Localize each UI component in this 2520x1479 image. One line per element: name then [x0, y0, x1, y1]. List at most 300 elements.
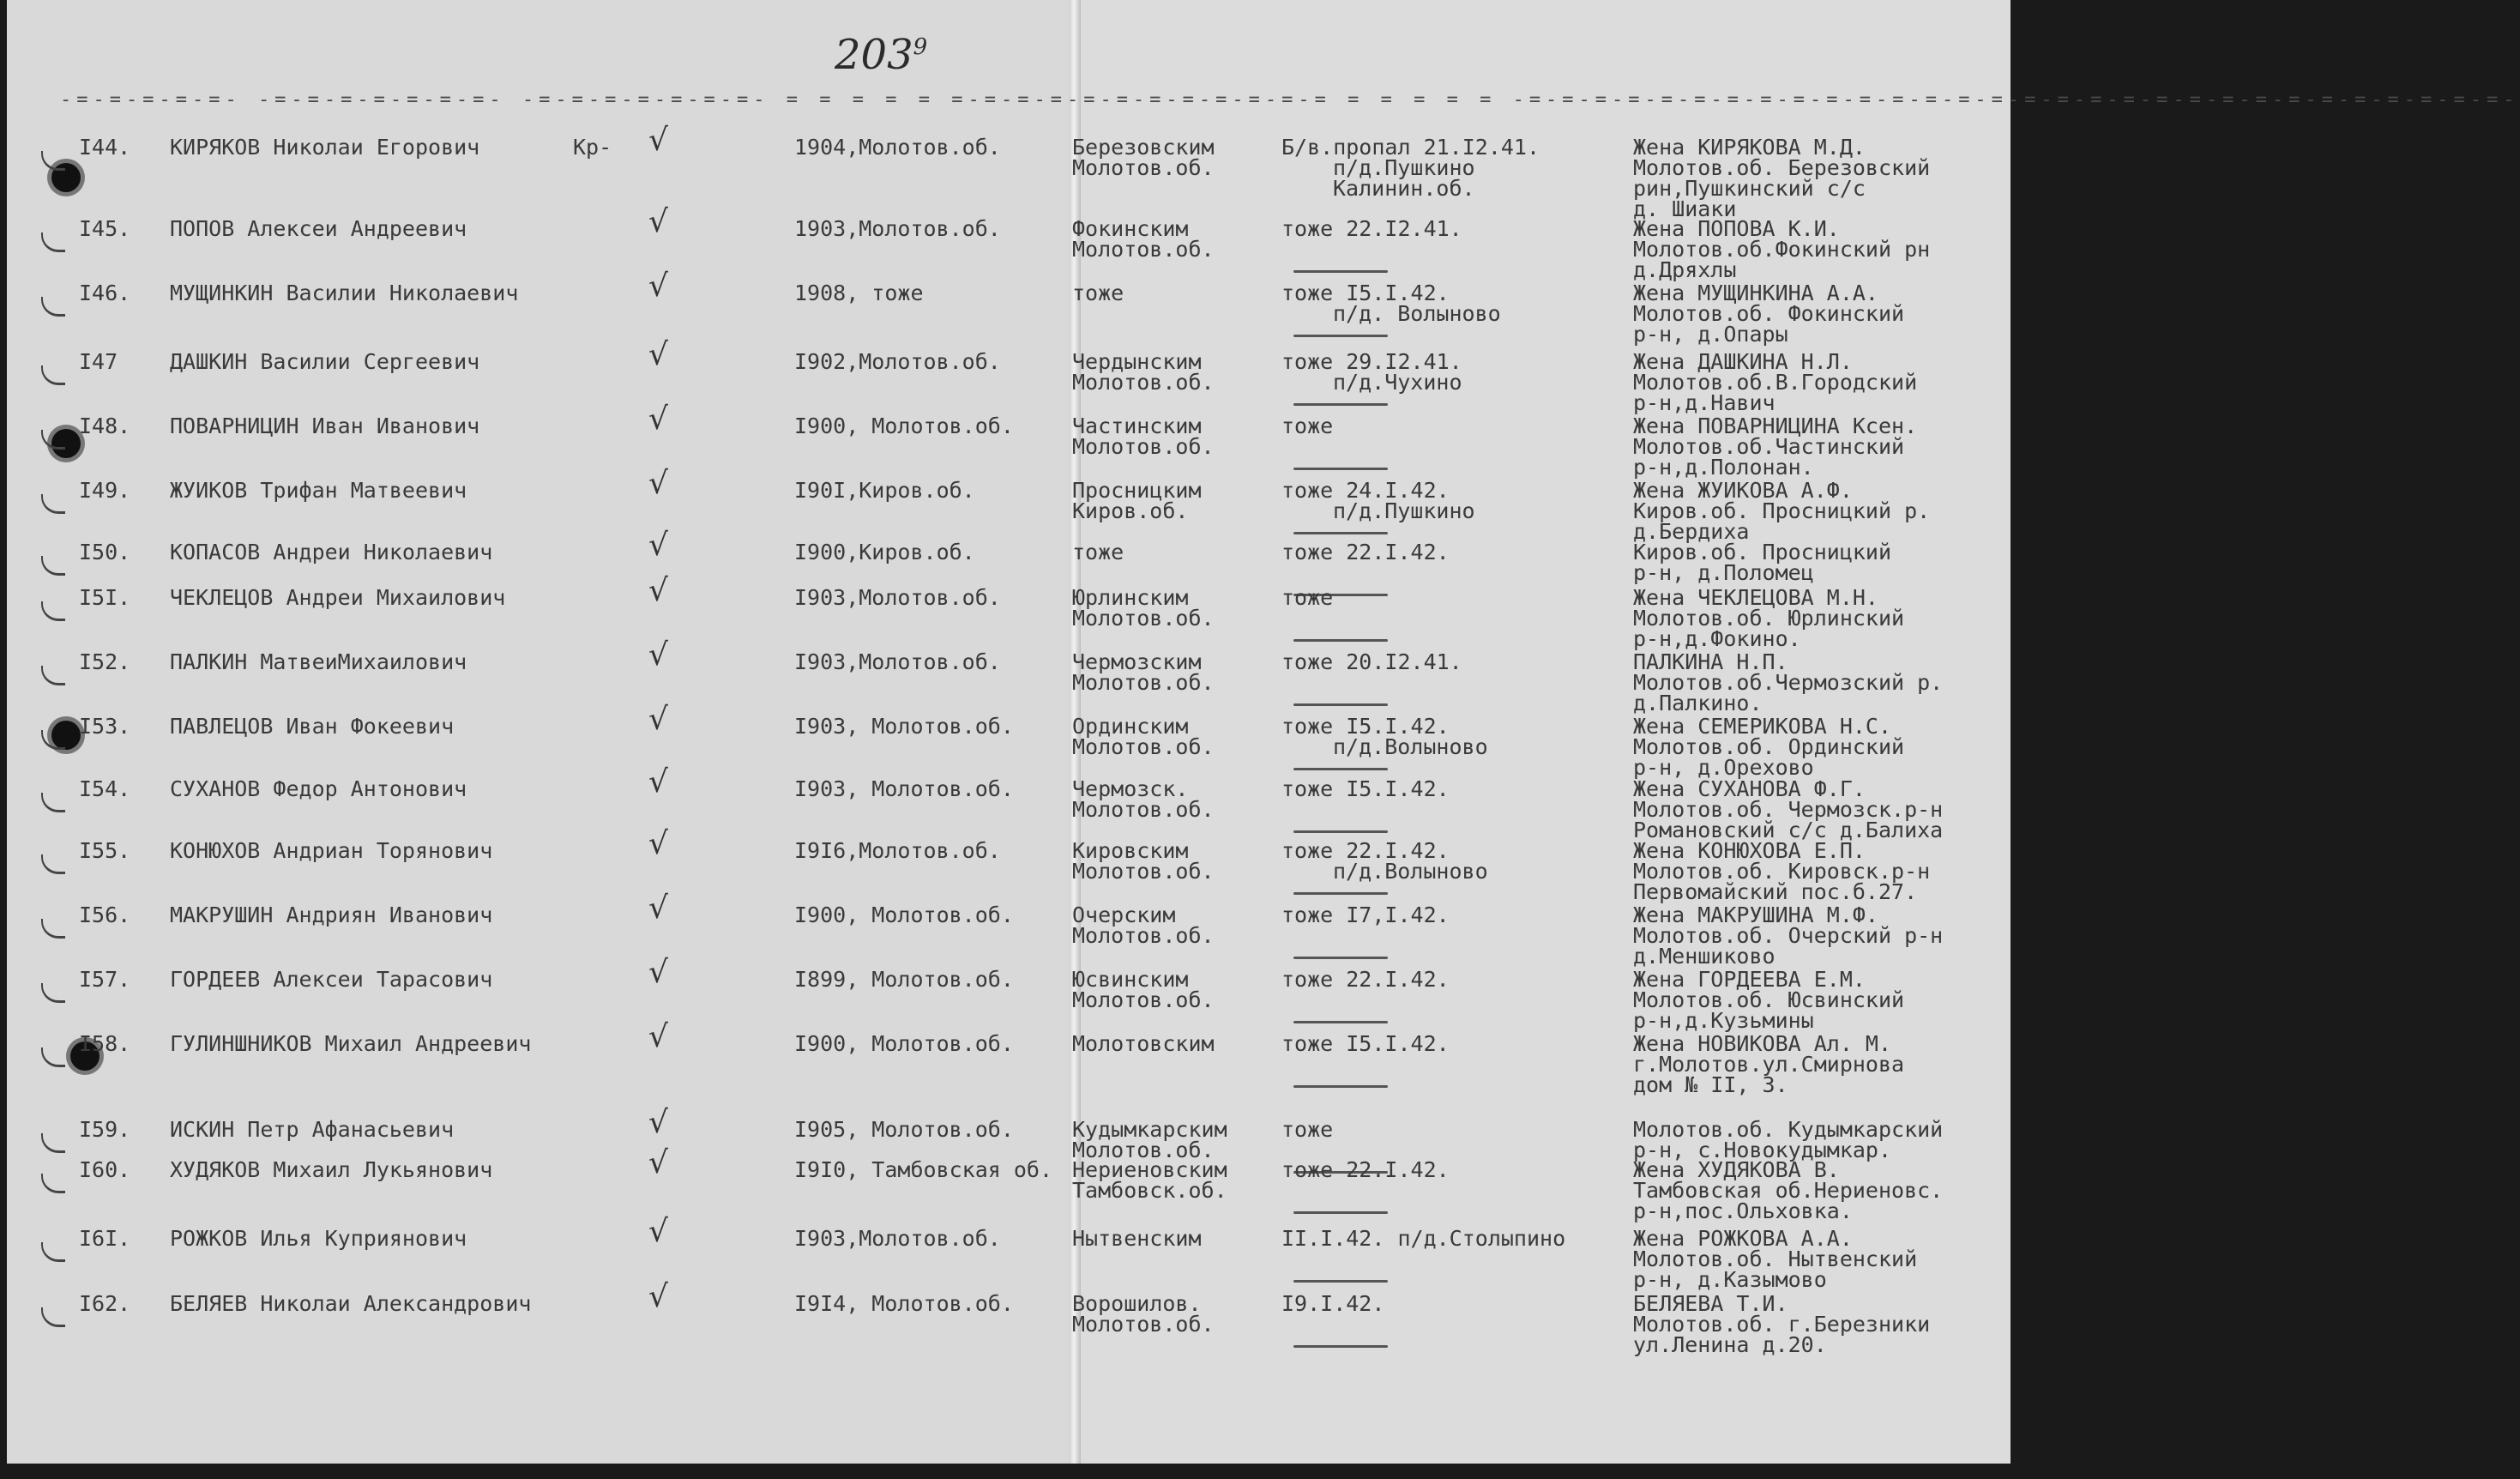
pen-underline: [1293, 1280, 1388, 1283]
pen-underline: [1293, 830, 1388, 833]
draft-office-line: Юсвинским: [1072, 967, 1189, 992]
birth-year-place: [794, 585, 1077, 610]
person-name: [170, 1291, 616, 1316]
next-of-kin: [1633, 416, 2007, 478]
person-name: [170, 137, 616, 158]
person-name-line: ПАВЛЕЦОВ Иван Фокеевич: [170, 714, 455, 739]
birth-year-place: [794, 216, 1077, 241]
pen-underline: [1293, 639, 1388, 642]
draft-office-line: Чермозским: [1072, 649, 1202, 674]
pen-underline: [1293, 957, 1388, 959]
next-of-kin-line: Жена ПОПОВА К.И.: [1633, 216, 1840, 241]
next-of-kin-line: Жена СЕМЕРИКОВА Н.С.: [1633, 714, 1892, 739]
person-name: [170, 969, 616, 990]
fate-date: [1281, 585, 1642, 610]
next-of-kin: [1633, 776, 2007, 842]
fate-date: [1281, 838, 1642, 884]
draft-office: [1072, 716, 1278, 758]
next-of-kin-line: д.Дряхлы: [1633, 257, 1737, 282]
fate-date-line: тоже: [1281, 414, 1334, 438]
birth-year-place-line: I900,Киров.об.: [794, 540, 975, 564]
next-of-kin-line: Молотов.об. Кудымкарский: [1633, 1117, 1944, 1142]
record-number: [79, 1157, 131, 1182]
next-of-kin-line: Жена МУЩИНКИНА А.А.: [1633, 281, 1878, 305]
draft-office-line: Просницким: [1072, 478, 1202, 503]
pen-underline: [1293, 1085, 1388, 1088]
draft-office-line: Тамбовск.об.: [1072, 1178, 1227, 1203]
draft-office-line: Молотов.об.: [1072, 237, 1215, 262]
birth-year-place-line: 1903,Молотов.об.: [794, 216, 1001, 241]
draft-office: [1072, 776, 1278, 822]
record-number-line: I49.: [79, 478, 131, 503]
fate-date-line: тоже I5.I.42.: [1281, 1031, 1450, 1056]
birth-year-place: [794, 542, 1077, 563]
fate-date-line: I9.I.42.: [1281, 1291, 1385, 1316]
scan-border: [0, 1464, 2014, 1479]
fate-date-line: тоже 22.I2.41.: [1281, 216, 1462, 241]
record-number-line: I45.: [79, 216, 131, 241]
draft-office: [1072, 542, 1278, 563]
fate-date: [1281, 902, 1642, 927]
birth-year-place: [794, 1031, 1077, 1056]
check-mark-icon: √: [648, 1105, 668, 1140]
birth-year-place-line: I9I4, Молотов.об.: [794, 1291, 1014, 1316]
draft-office-line: Молотов.об.: [1072, 923, 1215, 948]
pen-underline: [1293, 335, 1388, 337]
check-mark-icon: √: [648, 401, 668, 437]
next-of-kin-line: Киров.об. Просницкий р.: [1633, 498, 1931, 523]
birth-year-place: [794, 1291, 1077, 1316]
record-number-line: I44.: [79, 135, 131, 160]
rank: [573, 137, 612, 158]
birth-year-place: [794, 1228, 1077, 1249]
pen-underline: [1293, 703, 1388, 706]
fate-date-line: Б/в.пропал 21.I2.41.: [1281, 135, 1540, 160]
fate-date: [1281, 1117, 1642, 1142]
fate-date-line: тоже 22.I.42.: [1281, 540, 1450, 564]
next-of-kin-line: г.Молотов.ул.Смирнова: [1633, 1052, 1905, 1077]
check-mark-icon: √: [648, 826, 668, 861]
record-number: [79, 969, 130, 990]
fate-date-line: тоже 22.I.42.: [1281, 1157, 1450, 1182]
next-of-kin-line: рин,Пушкинский с/с: [1633, 176, 1866, 201]
birth-year-place-line: I905, Молотов.об.: [794, 1117, 1014, 1142]
record-number-line: I62.: [79, 1291, 131, 1316]
draft-office: [1072, 1117, 1278, 1162]
fate-date-line: тоже I5.I.42.: [1281, 714, 1450, 739]
check-mark-icon: √: [648, 637, 668, 673]
next-of-kin: [1633, 1157, 2007, 1223]
fate-date: [1281, 416, 1642, 437]
fate-date-line: Калинин.об.: [1333, 176, 1475, 201]
draft-office-line: Молотов.об.: [1072, 370, 1215, 395]
person-name: [170, 349, 616, 374]
birth-year-place-line: I903,Молотов.об.: [794, 649, 1001, 674]
birth-year-place: [794, 1157, 1077, 1182]
next-of-kin-line: Молотов.об. Нытвенский: [1633, 1247, 1918, 1271]
record-number: [79, 585, 131, 610]
record-number-line: I58.: [79, 1031, 131, 1056]
draft-office: [1072, 349, 1278, 395]
next-of-kin-line: Первомайский пос.б.27.: [1633, 879, 1918, 904]
record-number: [79, 649, 131, 674]
draft-office-line: Частинским: [1072, 414, 1202, 438]
check-mark-icon: √: [648, 764, 668, 800]
pen-underline: [1293, 1021, 1388, 1023]
next-of-kin-line: Жена КОНЮХОВА Е.П.: [1633, 838, 1866, 863]
birth-year-place-line: I903,Молотов.об.: [794, 585, 1001, 610]
record-number: [79, 349, 118, 374]
fate-date-line: п/д. Волыново: [1333, 301, 1501, 326]
pen-underline: [1293, 1345, 1388, 1348]
person-name-line: СУХАНОВ Федор Антонович: [170, 776, 467, 801]
fate-date: [1281, 480, 1642, 522]
next-of-kin-line: Молотов.об. Чермозск.р-н: [1633, 797, 1944, 822]
person-name-line: ЧЕКЛЕЦОВ Андреи Михаилович: [170, 585, 506, 610]
draft-office: [1072, 283, 1278, 304]
next-of-kin: [1633, 1117, 2007, 1162]
birth-year-place: [794, 480, 1077, 501]
fate-date-line: тоже: [1281, 585, 1334, 610]
draft-office: [1072, 902, 1278, 948]
fate-date-line: тоже I5.I.42.: [1281, 776, 1450, 801]
fate-date-line: II.I.42. п/д.Столыпино: [1281, 1226, 1566, 1251]
record-number: [79, 283, 130, 304]
draft-office-line: Молотов.об.: [1072, 606, 1215, 631]
record-number: [79, 216, 131, 241]
rank-line: Кр-: [573, 135, 612, 160]
next-of-kin-line: Молотов.об.Фокинский рн: [1633, 237, 1931, 262]
next-of-kin-line: р-н, д.Поломец: [1633, 560, 1814, 585]
next-of-kin-line: р-н,д.Полонан.: [1633, 455, 1814, 480]
next-of-kin-line: Жена НОВИКОВА Ал. М.: [1633, 1031, 1892, 1056]
fate-date: [1281, 969, 1642, 990]
fate-date-line: тоже 24.I.42.: [1281, 478, 1450, 503]
check-mark-icon: √: [648, 269, 668, 304]
person-name-line: ГОРДЕЕВ Алексеи Тарасович: [170, 967, 493, 992]
draft-office-line: Молотов.об.: [1072, 1138, 1215, 1162]
draft-office-line: Молотов.об.: [1072, 1312, 1215, 1337]
next-of-kin-line: Молотов.об.Частинский: [1633, 434, 1905, 459]
record-number: [79, 137, 130, 158]
next-of-kin-line: Жена ЖУИКОВА А.Ф.: [1633, 478, 1853, 503]
next-of-kin: [1633, 137, 2007, 220]
birth-year-place: [794, 649, 1077, 674]
record-number-line: I46.: [79, 281, 131, 305]
draft-office-line: Чермозск.: [1072, 776, 1189, 801]
record-number-line: I48.: [79, 414, 131, 438]
person-name: [170, 480, 616, 501]
fate-date: [1281, 349, 1642, 395]
check-mark-icon: √: [648, 123, 668, 158]
person-name-line: РОЖКОВ Илья Куприянович: [170, 1226, 467, 1251]
next-of-kin-line: р-н,д.Навич: [1633, 390, 1775, 415]
birth-year-place-line: I903, Молотов.об.: [794, 776, 1014, 801]
record-number: [79, 1031, 131, 1056]
next-of-kin-line: р-н, с.Новокудымкар.: [1633, 1138, 1892, 1162]
record-number-line: I60.: [79, 1157, 131, 1182]
fate-date: [1281, 716, 1642, 758]
draft-office-line: Киров.об.: [1072, 498, 1189, 523]
draft-office-line: Очерским: [1072, 902, 1176, 927]
draft-office-line: тоже: [1072, 281, 1124, 305]
pen-underline: [1293, 532, 1388, 534]
fate-date-line: тоже 20.I2.41.: [1281, 649, 1462, 674]
fate-date-line: тоже 29.I2.41.: [1281, 349, 1462, 374]
draft-office-line: Молотов.об.: [1072, 734, 1215, 759]
fate-date-line: п/д.Пушкино: [1333, 498, 1475, 523]
pen-underline: [1293, 1211, 1388, 1214]
birth-year-place: [794, 969, 1077, 990]
next-of-kin: [1633, 1031, 2007, 1097]
draft-office-line: тоже: [1072, 540, 1124, 564]
draft-office: [1072, 1031, 1278, 1056]
record-number-line: I57.: [79, 967, 131, 992]
record-number-line: I59.: [79, 1117, 131, 1142]
page-number: $203^9$: [835, 31, 928, 79]
next-of-kin-line: д.Бердиха: [1633, 519, 1750, 544]
birth-year-place: [794, 1117, 1077, 1142]
record-number: [79, 838, 131, 863]
birth-year-place-line: I90I,Киров.об.: [794, 478, 975, 503]
draft-office-line: Молотов.об.: [1072, 155, 1215, 180]
person-name: [170, 838, 616, 863]
fate-date-line: тоже I5.I.42.: [1281, 281, 1450, 305]
next-of-kin-line: Молотов.об. г.Березники: [1633, 1312, 1931, 1337]
record-number: [79, 1291, 131, 1316]
draft-office-line: Молотов.об.: [1072, 670, 1215, 695]
next-of-kin-line: р-н,пос.Ольховка.: [1633, 1198, 1853, 1223]
fate-date-line: тоже 22.I.42.: [1281, 838, 1450, 863]
next-of-kin-line: р-н, д.Казымово: [1633, 1267, 1827, 1292]
person-name: [170, 283, 616, 304]
person-name: [170, 1031, 616, 1056]
next-of-kin-line: Жена ГОРДЕЕВА Е.М.: [1633, 967, 1866, 992]
birth-year-place-line: I900, Молотов.об.: [794, 1031, 1014, 1056]
next-of-kin: [1633, 480, 2007, 542]
person-name: [170, 776, 616, 801]
person-name-line: МУЩИНКИН Василии Николаевич: [170, 281, 519, 305]
draft-office: [1072, 1157, 1278, 1203]
draft-office: [1072, 480, 1278, 522]
birth-year-place: [794, 776, 1077, 801]
draft-office-line: Юрлинским: [1072, 585, 1189, 610]
next-of-kin-line: Молотов.об. Юрлинский: [1633, 606, 1905, 631]
next-of-kin: [1633, 716, 2007, 778]
fate-date-line: п/д.Чухино: [1333, 370, 1462, 395]
draft-office-line: Молотов.об.: [1072, 797, 1215, 822]
next-of-kin-line: д.Палкино.: [1633, 691, 1763, 715]
next-of-kin: [1633, 585, 2007, 651]
record-number-line: I52.: [79, 649, 131, 674]
fate-date: [1281, 216, 1642, 241]
draft-office-line: Фокинским: [1072, 216, 1189, 241]
next-of-kin: [1633, 902, 2007, 969]
birth-year-place-line: I903,Молотов.об.: [794, 1226, 1001, 1251]
pen-underline: [1293, 892, 1388, 895]
pen-underline: [1293, 403, 1388, 406]
draft-office: [1072, 1228, 1278, 1249]
check-mark-icon: √: [648, 1214, 668, 1249]
check-mark-icon: √: [648, 337, 668, 372]
next-of-kin-line: дом № II, 3.: [1633, 1072, 1788, 1097]
record-number: [79, 542, 130, 563]
next-of-kin-line: Молотов.об. Ординский: [1633, 734, 1905, 759]
next-of-kin-line: Киров.об. Просницкий: [1633, 540, 1892, 564]
fate-date: [1281, 1228, 1642, 1249]
next-of-kin-line: р-н,д.Кузьмины: [1633, 1008, 1814, 1033]
next-of-kin-line: р-н, д.Орехово: [1633, 755, 1814, 780]
draft-office: [1072, 137, 1278, 178]
next-of-kin-line: Жена ДАШКИНА Н.Л.: [1633, 349, 1853, 374]
pen-underline: [1293, 768, 1388, 770]
check-mark-icon: √: [648, 1279, 668, 1314]
draft-office-line: Ординским: [1072, 714, 1189, 739]
person-name-line: ПОПОВ Алексеи Андреевич: [170, 216, 467, 241]
person-name: [170, 585, 616, 610]
record-number: [79, 480, 130, 501]
draft-office-line: Нытвенским: [1072, 1226, 1202, 1251]
birth-year-place-line: I902,Молотов.об.: [794, 349, 1001, 374]
birth-year-place-line: I900, Молотов.об.: [794, 414, 1014, 438]
fate-date-line: тоже: [1281, 1117, 1334, 1142]
fate-date-line: п/д.Волыново: [1333, 859, 1488, 884]
draft-office: [1072, 1291, 1278, 1337]
record-number-line: I50.: [79, 540, 131, 564]
next-of-kin-line: Жена РОЖКОВА А.А.: [1633, 1226, 1853, 1251]
next-of-kin-line: д. Шиаки: [1633, 196, 1737, 221]
person-name-line: ГУЛИНШНИКОВ Михаил Андреевич: [170, 1031, 532, 1056]
fate-date-line: тоже I7,I.42.: [1281, 902, 1450, 927]
next-of-kin-line: Молотов.об. Очерский р-н: [1633, 923, 1944, 948]
next-of-kin-line: Молотов.об. Юсвинский: [1633, 987, 1905, 1012]
next-of-kin: [1633, 349, 2007, 415]
pen-underline: [1293, 270, 1388, 273]
birth-year-place: [794, 416, 1077, 437]
person-name: [170, 416, 616, 437]
next-of-kin-line: Молотов.об. Кировск.р-н: [1633, 859, 1931, 884]
next-of-kin-line: р-н, д.Опары: [1633, 322, 1788, 347]
next-of-kin-line: Жена ХУДЯКОВА В.: [1633, 1157, 1840, 1182]
person-name-line: ИСКИН Петр Афанасьевич: [170, 1117, 455, 1142]
birth-year-place: [794, 902, 1077, 927]
check-mark-icon: √: [648, 702, 668, 737]
next-of-kin: [1633, 969, 2007, 1031]
birth-year-place-line: I903, Молотов.об.: [794, 714, 1014, 739]
fate-date: [1281, 649, 1642, 674]
next-of-kin-line: БЕЛЯЕВА Т.И.: [1633, 1291, 1788, 1316]
record-number-line: I56.: [79, 902, 131, 927]
next-of-kin: [1633, 216, 2007, 282]
birth-year-place: [794, 716, 1077, 737]
record-number: [79, 1117, 131, 1142]
person-name: [170, 1117, 616, 1142]
birth-year-place-line: I899, Молотов.об.: [794, 967, 1014, 992]
next-of-kin: [1633, 838, 2007, 904]
fate-date: [1281, 542, 1642, 563]
check-mark-icon: √: [648, 528, 668, 563]
next-of-kin-line: р-н,д.Фокино.: [1633, 626, 1801, 651]
person-name-line: КИРЯКОВ Николаи Егорович: [170, 135, 480, 160]
record-number-line: I47: [79, 349, 118, 374]
birth-year-place-line: I9I0, Тамбовская об.: [794, 1157, 1053, 1182]
next-of-kin-line: Жена КИРЯКОВА М.Д.: [1633, 135, 1866, 160]
person-name-line: ПАЛКИН МатвеиМихаилович: [170, 649, 467, 674]
person-name-line: ЖУИКОВ Трифан Матвеевич: [170, 478, 467, 503]
fate-date: [1281, 776, 1642, 801]
person-name-line: БЕЛЯЕВ Николаи Александрович: [170, 1291, 532, 1316]
draft-office-line: Ворошилов.: [1072, 1291, 1202, 1316]
pen-underline: [1293, 468, 1388, 470]
person-name-line: ХУДЯКОВ Михаил Лукьянович: [170, 1157, 493, 1182]
draft-office: [1072, 649, 1278, 695]
person-name-line: ДАШКИН Василии Сергеевич: [170, 349, 480, 374]
next-of-kin-line: Жена МАКРУШИНА М.Ф.: [1633, 902, 1878, 927]
birth-year-place: [794, 283, 1077, 304]
fate-date: [1281, 283, 1642, 324]
next-of-kin: [1633, 1291, 2007, 1357]
record-number-line: I5I.: [79, 585, 131, 610]
draft-office-line: Молотов.об.: [1072, 434, 1215, 459]
record-number: [79, 416, 130, 437]
fate-date: [1281, 137, 1642, 199]
next-of-kin-line: Жена СУХАНОВА Ф.Г.: [1633, 776, 1866, 801]
check-mark-icon: √: [648, 204, 668, 239]
fate-date: [1281, 1031, 1642, 1056]
birth-year-place-line: I900, Молотов.об.: [794, 902, 1014, 927]
next-of-kin: [1633, 1228, 2007, 1290]
next-of-kin-line: Жена ЧЕКЛЕЦОВА М.Н.: [1633, 585, 1878, 610]
draft-office-line: Кировским: [1072, 838, 1189, 863]
check-mark-icon: √: [648, 890, 668, 926]
person-name: [170, 542, 616, 563]
birth-year-place: [794, 137, 1077, 158]
record-number: [79, 1228, 130, 1249]
record-number-line: I54.: [79, 776, 131, 801]
check-mark-icon: √: [648, 466, 668, 501]
document-sheet: [7, 0, 2520, 1464]
fate-date-line: п/д.Волыново: [1333, 734, 1488, 759]
fate-date: [1281, 1291, 1642, 1316]
person-name-line: ПОВАРНИЦИН Иван Иванович: [170, 414, 480, 438]
draft-office-line: Кудымкарским: [1072, 1117, 1227, 1142]
header-rule: -=-=-=-=-=- -=-=-=-=-=-=-=- -=-=-=-=-=-=-=- = = = = = =-=-=-=-=-=-=-=-=-=-=-= = = = = = -=-=-=-=-=-=-=-=-=-=-=-=-=-=-=-=-=-=-=-=-=-=-=-=-=-=-=-=-=-=-: [60, 89, 2520, 111]
check-mark-icon: √: [648, 573, 668, 608]
next-of-kin-line: Молотов.об.В.Городский: [1633, 370, 1918, 395]
draft-office: [1072, 416, 1278, 457]
next-of-kin-line: Молотов.об.Чермозский р.: [1633, 670, 1944, 695]
fate-date-line: тоже 22.I.42.: [1281, 967, 1450, 992]
birth-year-place-line: 1908, тоже: [794, 281, 924, 305]
next-of-kin-line: Тамбовская об.Нериеновс.: [1633, 1178, 1944, 1203]
record-number: [79, 902, 131, 927]
person-name: [170, 902, 616, 927]
birth-year-place: [794, 838, 1077, 863]
next-of-kin: [1633, 542, 2007, 583]
draft-office-line: Молотов.об.: [1072, 859, 1215, 884]
check-mark-icon: √: [648, 1019, 668, 1054]
person-name: [170, 1228, 616, 1249]
fate-date: [1281, 1157, 1642, 1182]
record-number-line: I6I.: [79, 1226, 131, 1251]
person-name-line: КОНЮХОВ Андриан Торянович: [170, 838, 493, 863]
person-name: [170, 649, 616, 674]
fate-date-line: п/д.Пушкино: [1333, 155, 1475, 180]
record-number: [79, 716, 130, 737]
person-name-line: МАКРУШИН Андриян Иванович: [170, 902, 493, 927]
next-of-kin-line: Жена ПОВАРНИЦИНА Ксен.: [1633, 414, 1918, 438]
draft-office-line: Молотов.об.: [1072, 987, 1215, 1012]
